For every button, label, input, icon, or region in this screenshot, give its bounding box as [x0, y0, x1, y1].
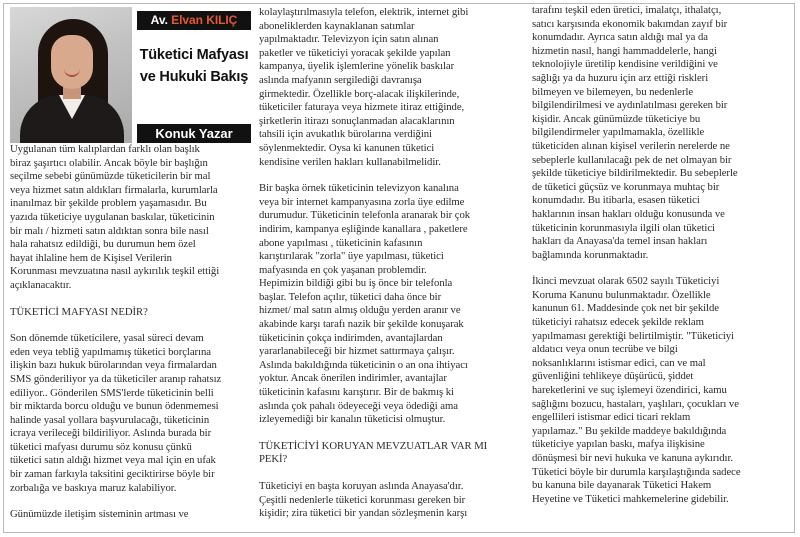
paragraph-gap: [259, 427, 521, 440]
text-line: yapılmaktadır. Televizyon için satın alınan: [259, 33, 439, 46]
text-line: yapılmaması gerektiği belirtilmiştir. "Tüketiciyi: [532, 329, 734, 342]
text-line: Uygulanan tüm kalıplardan farklı olan başlık: [10, 143, 200, 155]
text-line: kendisine verilen hakları kullanabilmelidir.: [259, 155, 441, 168]
text-line: haklarının insan hakları olduğu konusunda ve: [532, 207, 725, 220]
text-line: halinde yasal yollara başvurulacağı, tüketicinin: [10, 413, 210, 426]
text-line: karıştırılarak "zorla" üye yapılması, tüketici: [259, 250, 444, 263]
article-title-line-1: Tüketici Mafyası: [139, 47, 249, 63]
paragraph-gap: [259, 467, 521, 480]
text-line: ilişkin bazı hukuk bürolarından veya firmalardan: [10, 359, 217, 372]
text-line: inanılmaz bir şekilde problem yaşamasıdır. Bu: [10, 197, 207, 210]
text-line: tüketici satın aldığı hizmet veya mal için en ufak: [10, 454, 216, 467]
text-line: dönüşmesi bir nevi hukuka ve kanuna aykırıdır.: [532, 452, 734, 464]
text-line: yapılamaz." Bu şekilde maddeye bakıldığında: [532, 424, 727, 437]
text-line: biraz şaşırtıcı olabilir. Ancak böyle bir başlığın: [10, 156, 208, 169]
newspaper-column-page: [3, 3, 795, 533]
text-line: aslında çok pahalı ödeyeceği veya ödediği ama: [259, 399, 458, 412]
text-line: girmektedir. Özellikle borç-alacak ilişkilerinde,: [259, 87, 460, 100]
text-line: Bir başka örnek tüketicinin televizyon kanalına: [259, 182, 459, 195]
text-line: sebeplerle kullanılacağı pek de net olmayan bir: [532, 153, 732, 166]
text-line: bağlamında korunmaktadır.: [532, 248, 649, 261]
text-line: şekilde tüketiciye bildirilmektedir. Bu sebeplerle: [532, 167, 738, 180]
text-line: tahsili için avukatlık bürolarına verdiğini: [259, 128, 432, 141]
text-line: sağlığını bozucu, hastaları, yaşlıları, çocukları ve: [532, 397, 739, 410]
text-line: hala rahatsız edildiği, bu durumun hem özel: [10, 238, 196, 251]
text-line: hizmet/ mal satın almış olduğu yerden aranır ve: [259, 304, 461, 317]
text-line: söylenmektedir. Oysa ki kanunen tüketici: [259, 141, 435, 154]
text-line: güvenliğini tehlikeye düşürücü, şiddet: [532, 370, 694, 383]
text-line: şirketlerin itirazı sonuçlanmadan alacaklarının: [259, 114, 455, 127]
text-line: tüketiciyi rahatsız edecek şekilde reklam: [532, 316, 704, 329]
text-line: seçilme sebebi günümüzde tüketicilerin bir mal: [10, 170, 211, 183]
text-line: hareketlerini ve suç işlemeyi özendirici, kamu: [532, 384, 727, 397]
text-line: hakları da Anayasa'da temel insan hakları: [532, 235, 708, 248]
text-line: kolaylaştırılmasıyla telefon, elektrik, internet gibi: [259, 6, 469, 18]
text-line: SMS gönderiliyor ya da tüketiciler aranıp rahatsız: [10, 372, 222, 385]
text-line: tüketicinin korunmasıyla ilgili olan tüketici: [532, 221, 715, 234]
text-line: satıcı karşısında ekonomik bakımdan zayıf bir: [532, 17, 728, 30]
text-line: İkinci mevzuat olarak 6502 sayılı Tüketiciyi: [532, 275, 720, 288]
text-line: tüketici mafyası durumu söz konusu çünkü: [10, 440, 192, 453]
author-prefix: Av.: [150, 13, 168, 27]
author-name-bar: [137, 11, 251, 30]
text-line: indirim, kampanya eşliğinde kanallara , paketlere: [259, 222, 468, 235]
text-line: bir malı / hizmeti satın aldıktan sonra bile nasıl: [10, 224, 209, 237]
text-line: Heyetine ve Tüketici mahkemelerine gidebilir.: [532, 492, 729, 505]
text-line: eden veya tebliğ yapılmamış tüketici borçlarına: [10, 345, 211, 358]
text-line: abone yapılması , tüketicinin kafasının: [259, 236, 423, 249]
text-line: Koruma Kanunu bulunmaktadır. Özellikle: [532, 288, 711, 301]
text-line: akabinde karşı tarafı nazik bir şekilde konuşarak: [259, 318, 464, 331]
text-line: veya bir internet kampanyasına zorla üye edilme: [259, 195, 465, 208]
text-line: Çeşitli nedenlerle tüketici korunması gereken bir: [259, 493, 466, 506]
text-line: hayat ihlaline hem de Kişisel Verilerin: [10, 251, 172, 264]
text-line: paketler ve tüketiciyi yoracak şekilde yapılan: [259, 46, 451, 59]
text-line: tüketiciler faturaya veya hizmete itiraz ettiğinde,: [259, 101, 465, 114]
text-line: bilgilendirmeler yapılmamakla, özellikle: [532, 126, 705, 139]
author-photo: [10, 7, 132, 143]
text-line: tüketiciye yapılan baskı, mafya ilişkisine: [532, 438, 705, 451]
text-line: aslında mafyanın sergilediği davranışa: [259, 73, 422, 86]
text-line: engellileri istismar edici ticari reklam: [532, 411, 691, 424]
column-1-body: [10, 143, 251, 522]
text-line: bir miktarda borcu olduğu ve bunun ödenmemesi: [10, 400, 219, 413]
text-line: kanunun 61. Maddesinde çok net bir şekilde: [532, 302, 719, 315]
text-line: kişidir. Ancak günümüzde tüketiciye bu: [532, 112, 701, 125]
section-heading: PEKİ?: [259, 453, 288, 466]
section-heading: TÜKETİCİ MAFYASI NEDİR?: [10, 305, 148, 318]
text-line: Tüketiciyi en başta koruyan aslında Anayasa'dır.: [259, 480, 464, 492]
text-line: Son dönemde tüketicilere, yasal süreci devam: [10, 332, 204, 345]
paragraph-gap: [532, 262, 792, 275]
text-line: sağlığı ya da huzuru için arz ettiği riskleri: [532, 71, 709, 84]
section-heading: TÜKETİCİYİ KORUYAN MEVZUATLAR VAR MI: [259, 439, 488, 452]
text-line: Korunması mevzuatına nasıl aykırılık teşkil ettiği: [10, 265, 220, 278]
text-line: Tüketici böyle bir durumla karşılaştığında sadece: [532, 465, 741, 478]
text-line: açıklanacaktır.: [10, 278, 72, 291]
text-line: noksanlıklarını istismar edici, can ve mal: [532, 356, 706, 369]
article-column-2: [259, 6, 521, 521]
text-line: tüketicinin çokça indirimden, avantajlardan: [259, 331, 443, 344]
text-line: kampanya, üyelik işlemlerine yönelik baskılar: [259, 60, 455, 73]
paragraph-gap: [259, 169, 521, 182]
article-title-line-2: ve Hukuki Bakış: [139, 69, 249, 85]
author-name: Elvan KILIÇ: [171, 13, 238, 27]
text-line: yazıda tüketiciye uygulanan baskılar, tüketicinin: [10, 210, 215, 223]
text-line: aboneliklerden kaynaklanan satımlar: [259, 19, 415, 32]
text-line: teknolojiyle üretilip kendisine verildiğini ve: [532, 58, 718, 71]
text-line: hizmetin nasıl, hangi hammaddelerle, hangi: [532, 44, 717, 57]
text-line: yoktur. Ancak önerilen indirimler, avantajlar: [259, 372, 447, 385]
text-line: veya hizmet satın aldıkları firmalarla, kurumlarla: [10, 183, 218, 196]
text-line: zorbalığa ve baskıya maruz kalabiliyor.: [10, 481, 177, 494]
text-line: de tüketici güçsüz ve korunmaya muhtaç bir: [532, 180, 720, 193]
text-line: ediliyor.. Gönderilen SMS'lerde tüketicinin belli: [10, 386, 214, 399]
paragraph-gap: [10, 293, 251, 306]
paragraph-gap: [10, 319, 251, 332]
text-line: Aslında bakıldığında tüketicinin o an ona ihtiyacı: [259, 358, 468, 371]
guest-writer-label: Konuk Yazar: [137, 124, 251, 143]
paragraph-gap: [10, 495, 251, 508]
text-line: tarafını teşkil eden üretici, imalatçı, ithalatçı,: [532, 4, 722, 16]
text-line: bu kanuna bile dayanarak Tüketici Hakem: [532, 479, 712, 492]
text-line: tüketicinin kafasını karıştırır. Bir de bakmış ki: [259, 386, 454, 399]
text-line: yararlanabileceği bir hizmet sattırmaya çalışır.: [259, 345, 455, 358]
text-line: icraya verileceği bildiriliyor. Aslında burada bir: [10, 427, 212, 440]
article-header: [10, 7, 251, 143]
text-line: başlar. Telefon açılır, tüketici daha önce bir: [259, 290, 442, 303]
article-column-3: [532, 4, 792, 506]
text-line: konumdadır. Bu itibarla, esasen tüketici: [532, 194, 700, 207]
text-line: aldatıcı veya onun tecrübe ve bilgi: [532, 343, 678, 356]
text-line: konumdadır. Ayrıca satın aldığı mal ya da: [532, 31, 708, 44]
text-line: tüketiciden alınan kişisel verilerin nerelerde ne: [532, 139, 730, 152]
text-line: durumudur. Tüketicinin telefonla aranarak bir çok: [259, 209, 471, 222]
text-line: kişidir; zira tüketici bir yandan sözleşmenin karşı: [259, 507, 468, 520]
text-line: mafyasında en çok yaşanan problemdir.: [259, 263, 427, 276]
text-line: bir zaman farkıyla taksitini geciktirirse böyle bir: [10, 468, 215, 481]
text-line: Hepimizin bildiği gibi bu iş önce bir telefonla: [259, 277, 453, 290]
text-line: izleyemediği bir kanalın tüketicisi olmuştur.: [259, 413, 446, 426]
text-line: bilgilendirilmesi ve aydınlatılması gereken bir: [532, 99, 728, 112]
text-line: bilmeyen ve bilemeyen, bu nedenlerle: [532, 85, 694, 98]
article-column-1: [10, 7, 251, 522]
text-line: Günümüzde iletişim sisteminin artması ve: [10, 508, 189, 521]
